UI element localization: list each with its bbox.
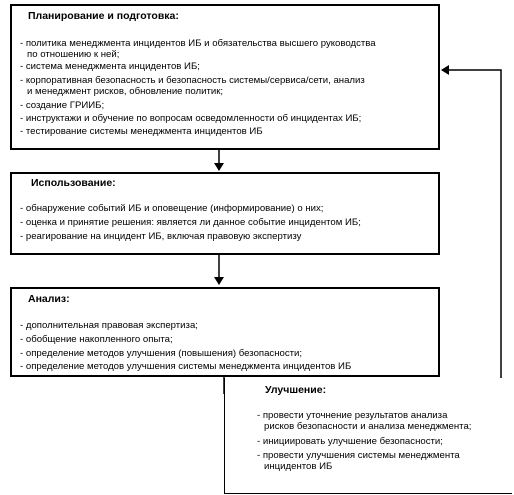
planning-item-1-line-2: по отношению к ней; bbox=[27, 49, 120, 60]
improvement-item-3-line-2: инцидентов ИБ bbox=[264, 461, 333, 472]
analysis-item-4: - определение методов улучшения системы менеджмента инцидентов ИБ bbox=[20, 361, 352, 372]
improvement-item-1-line-2: рисков безопасности и анализа менеджмента; bbox=[264, 421, 472, 432]
planning-item-3-line-1: - корпоративная безопасность и безопасность системы/сервиса/сети, анализ bbox=[20, 75, 365, 86]
use-item-2: - оценка и принятие решения: является ли данное событие инцидентом ИБ; bbox=[20, 217, 361, 228]
analysis-item-3: - определение методов улучшения (повышения) безопасности; bbox=[20, 348, 303, 359]
analysis-item-1: - дополнительная правовая экспертиза; bbox=[20, 320, 198, 331]
planning-item-1-line-1: - политика менеджмента инцидентов ИБ и обязательства высшего руководства bbox=[20, 38, 376, 49]
use-item-1: - обнаружение событий ИБ и оповещение (информирование) о них; bbox=[20, 203, 324, 214]
planning-stage-title: Планирование и подготовка: bbox=[28, 10, 179, 22]
improvement-item-2: - инициировать улучшение безопасности; bbox=[257, 436, 443, 447]
planning-item-2: - система менеджмента инцидентов ИБ; bbox=[20, 61, 200, 72]
use-stage-title: Использование: bbox=[31, 177, 116, 189]
planning-item-6: - тестирование системы менеджмента инцидентов ИБ bbox=[20, 126, 263, 137]
planning-item-5: - инструктажи и обучение по вопросам осведомленности об инцидентах ИБ; bbox=[20, 113, 362, 124]
improvement-item-3-line-1: - провести улучшения системы менеджмента bbox=[257, 450, 460, 461]
planning-item-4: - создание ГРИИБ; bbox=[20, 100, 105, 111]
use-item-3: - реагирование на инцидент ИБ, включая правовую экспертизу bbox=[20, 231, 302, 242]
arrow-improvement-to-planning bbox=[442, 70, 501, 430]
improvement-stage-title: Улучшение: bbox=[265, 384, 327, 396]
analysis-item-2: - обобщение накопленного опыта; bbox=[20, 334, 173, 345]
analysis-stage-title: Анализ: bbox=[28, 293, 70, 305]
planning-item-3-line-2: и менеджмент рисков, обновление политик; bbox=[27, 86, 224, 97]
improvement-item-1-line-1: - провести уточнение результатов анализа bbox=[257, 410, 448, 421]
